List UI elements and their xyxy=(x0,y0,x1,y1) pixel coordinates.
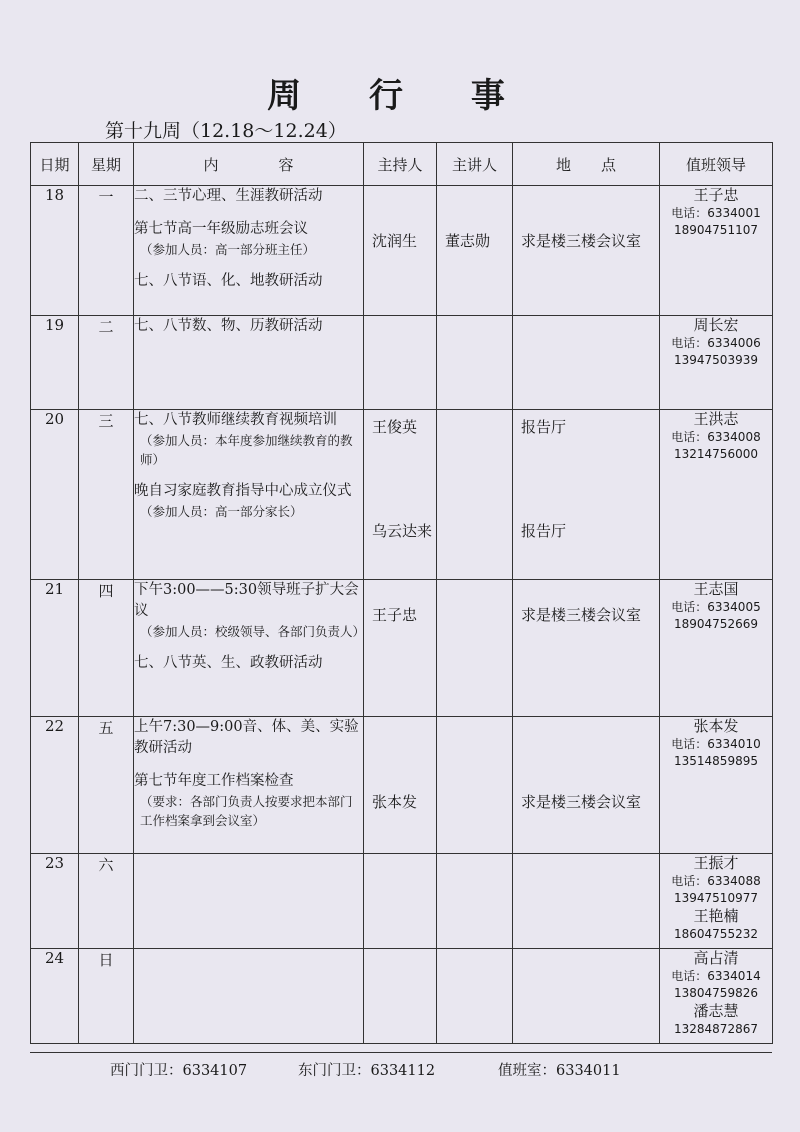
duty-mobile-phone: 13947503939 xyxy=(674,353,758,367)
date-cell: 20 xyxy=(31,410,79,580)
duty-leader-cell xyxy=(660,316,773,410)
east-gate-phone: 东门门卫：6334112 xyxy=(298,1063,436,1079)
schedule-row xyxy=(31,854,773,949)
header-weekday: 星期 xyxy=(79,143,134,186)
schedule-table xyxy=(30,142,773,1044)
duty-office-phone: 电话：6334006 xyxy=(671,336,761,350)
schedule-row xyxy=(31,316,773,410)
page-title: 周 行 事 xyxy=(267,76,533,116)
duty-leader-cell xyxy=(660,717,773,854)
host-cell xyxy=(364,316,437,410)
location-name: 求是楼三楼会议室 xyxy=(521,232,642,250)
location-name: 报告厅 xyxy=(521,418,567,436)
place-cell xyxy=(513,316,660,410)
date-cell: 19 xyxy=(31,316,79,410)
activity-note: （要求：各部门负责人按要求把本部门工作档案拿到会议室） xyxy=(140,794,353,828)
date-cell: 22 xyxy=(31,717,79,854)
date-cell: 23 xyxy=(31,854,79,949)
duty-leader-name: 王志国 xyxy=(693,580,739,598)
header-duty: 值班领导 xyxy=(660,143,773,186)
header-date: 日期 xyxy=(31,143,79,186)
duty-leader-cell xyxy=(660,580,773,717)
host-cell xyxy=(364,949,437,1044)
speaker-cell xyxy=(437,316,513,410)
duty-leader-name: 张本发 xyxy=(693,717,739,735)
schedule-row xyxy=(31,186,773,316)
speaker-cell xyxy=(437,854,513,949)
activity-note: （参加人员：高一部分班主任） xyxy=(140,242,316,257)
activity-item: 七、八节教师继续教育视频培训 xyxy=(134,412,337,428)
duty-mobile-phone: 13947510977 xyxy=(674,891,758,905)
duty-office-phone: 电话：6334014 xyxy=(671,969,761,983)
activity-note: （参加人员：校级领导、各部门负责人） xyxy=(140,624,366,639)
host-cell xyxy=(364,717,437,854)
content-cell xyxy=(134,854,364,949)
header-place: 地 点 xyxy=(513,143,660,186)
activity-note: （参加人员：高一部分家长） xyxy=(140,504,303,519)
header-speaker: 主讲人 xyxy=(437,143,513,186)
location-name: 求是楼三楼会议室 xyxy=(521,606,642,624)
duty-office-phone: 电话：6334001 xyxy=(671,206,761,220)
duty-mobile-phone: 18604755232 xyxy=(674,927,758,941)
date-cell: 24 xyxy=(31,949,79,1044)
duty-mobile-phone: 18904752669 xyxy=(674,617,758,631)
host-name: 沈润生 xyxy=(372,232,418,250)
header-content: 内 容 xyxy=(134,143,364,186)
speaker-cell xyxy=(437,949,513,1044)
duty-office-phone: 电话：6334010 xyxy=(671,737,761,751)
host-name: 王子忠 xyxy=(372,606,418,624)
weekday-cell: 日 xyxy=(79,949,134,1044)
host-cell xyxy=(364,580,437,717)
duty-mobile-phone: 13284872867 xyxy=(674,1022,758,1036)
content-cell xyxy=(134,949,364,1044)
duty-leader-cell xyxy=(660,854,773,949)
duty-mobile-phone: 18904751107 xyxy=(674,223,758,237)
weekday-cell: 五 xyxy=(79,717,134,854)
activity-item: 第七节年度工作档案检查 xyxy=(134,773,294,789)
header-row xyxy=(31,143,773,186)
west-gate-phone: 西门门卫：6334107 xyxy=(110,1063,248,1079)
content-cell xyxy=(134,717,364,854)
duty-room-phone: 值班室：6334011 xyxy=(498,1063,621,1079)
activity-item: 晚自习家庭教育指导中心成立仪式 xyxy=(134,483,352,499)
header-host: 主持人 xyxy=(364,143,437,186)
place-cell xyxy=(513,410,660,580)
host-name: 乌云达来 xyxy=(372,522,433,540)
schedule-row xyxy=(31,949,773,1044)
duty-leader-name: 王洪志 xyxy=(693,410,739,428)
activity-item: 下午3:00——5:30领导班子扩大会议 xyxy=(134,582,359,619)
host-name: 王俊英 xyxy=(372,418,418,436)
place-cell xyxy=(513,580,660,717)
weekday-cell: 三 xyxy=(79,410,134,580)
content-cell xyxy=(134,580,364,717)
place-cell xyxy=(513,717,660,854)
activity-item: 七、八节语、化、地教研活动 xyxy=(134,273,323,289)
weekday-cell: 二 xyxy=(79,316,134,410)
host-cell xyxy=(364,410,437,580)
footer-contacts xyxy=(30,1052,772,1079)
schedule-row xyxy=(31,580,773,717)
content-cell xyxy=(134,410,364,580)
place-cell xyxy=(513,186,660,316)
duty-office-phone: 电话：6334088 xyxy=(671,874,761,888)
duty-mobile-phone: 13214756000 xyxy=(674,447,758,461)
content-cell xyxy=(134,316,364,410)
duty-leader-name: 潘志慧 xyxy=(693,1002,739,1020)
weekday-cell: 六 xyxy=(79,854,134,949)
schedule-row xyxy=(31,410,773,580)
weekday-cell: 一 xyxy=(79,186,134,316)
speaker-name: 董志勋 xyxy=(445,232,491,250)
host-cell xyxy=(364,186,437,316)
duty-mobile-phone: 13514859895 xyxy=(674,754,758,768)
activity-item: 第七节高一年级励志班会议 xyxy=(134,221,308,237)
duty-leader-name: 高占清 xyxy=(693,949,739,967)
duty-office-phone: 电话：6334008 xyxy=(671,430,761,444)
duty-leader-cell xyxy=(660,949,773,1044)
duty-leader-name: 王艳楠 xyxy=(693,907,739,925)
place-cell xyxy=(513,949,660,1044)
speaker-cell xyxy=(437,410,513,580)
duty-leader-cell xyxy=(660,410,773,580)
activity-item: 七、八节英、生、政教研活动 xyxy=(134,655,323,671)
activity-item: 二、三节心理、生涯教研活动 xyxy=(134,188,323,204)
date-cell: 18 xyxy=(31,186,79,316)
host-name: 张本发 xyxy=(372,793,418,811)
activity-item: 上午7:30—9:00音、体、美、实验教研活动 xyxy=(134,719,359,756)
duty-office-phone: 电话：6334005 xyxy=(671,600,761,614)
duty-leader-name: 周长宏 xyxy=(693,316,739,334)
activity-note: （参加人员：本年度参加继续教育的教师） xyxy=(140,433,353,467)
speaker-cell xyxy=(437,186,513,316)
date-cell: 21 xyxy=(31,580,79,717)
speaker-cell xyxy=(437,717,513,854)
activity-item: 七、八节数、物、历教研活动 xyxy=(134,318,323,334)
host-cell xyxy=(364,854,437,949)
duty-mobile-phone: 13804759826 xyxy=(674,986,758,1000)
duty-leader-name: 王振才 xyxy=(693,854,739,872)
weekday-cell: 四 xyxy=(79,580,134,717)
speaker-cell xyxy=(437,580,513,717)
schedule-row xyxy=(31,717,773,854)
location-name: 求是楼三楼会议室 xyxy=(521,793,642,811)
content-cell xyxy=(134,186,364,316)
location-name: 报告厅 xyxy=(521,522,567,540)
week-label: 第十九周（12.18～12.24） xyxy=(105,120,347,142)
place-cell xyxy=(513,854,660,949)
duty-leader-cell xyxy=(660,186,773,316)
duty-leader-name: 王子忠 xyxy=(693,186,739,204)
